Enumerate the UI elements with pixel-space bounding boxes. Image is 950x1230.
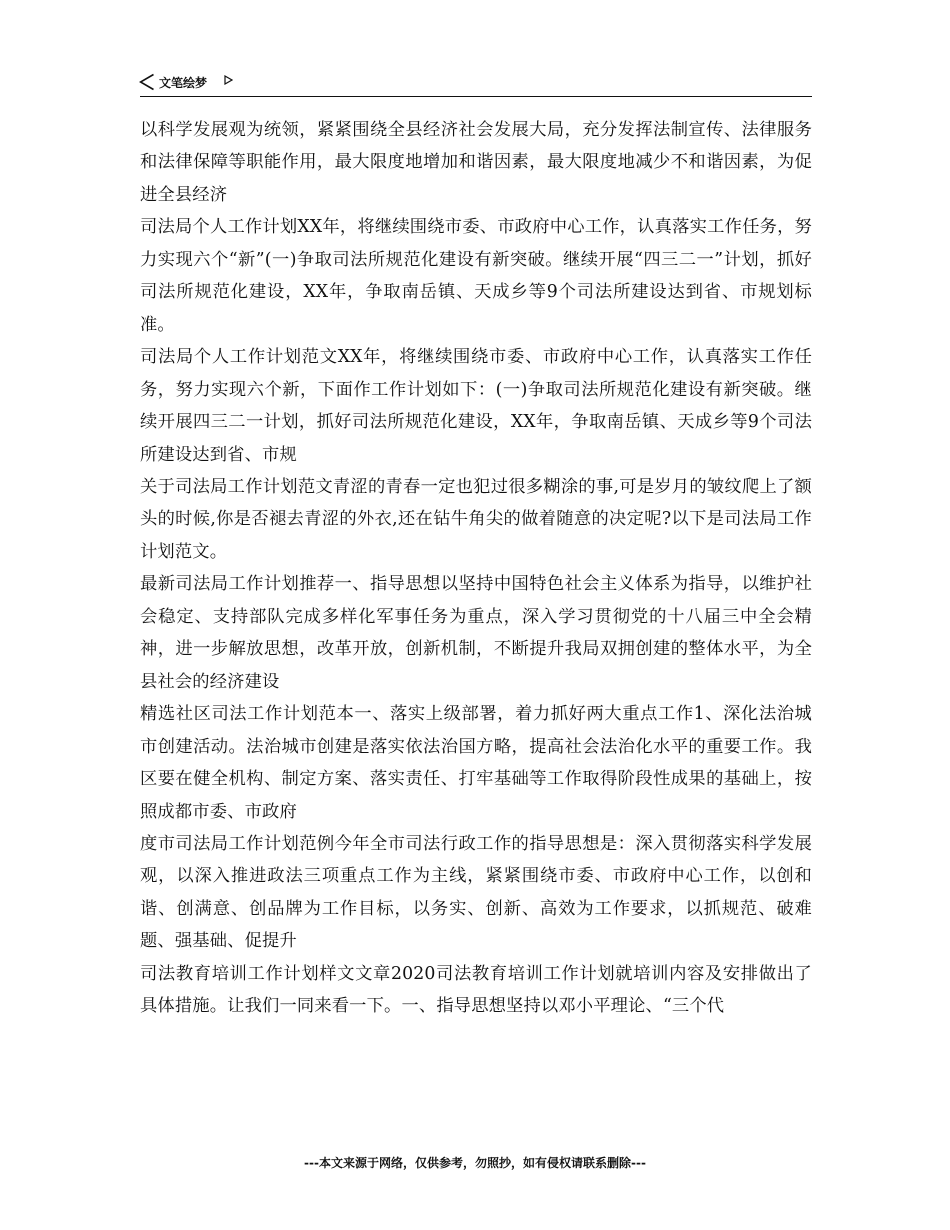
triangle-right-icon — [224, 75, 233, 85]
document-body — [140, 114, 812, 1023]
page-header — [140, 70, 812, 97]
brand-name: 文笔绘梦 — [159, 76, 208, 90]
paragraph: 关于司法局工作计划范文青涩的青春一定也犯过很多糊涂的事,可是岁月的皱纹爬上了额头的时候,你是否褪去青涩的外衣,还在钻牛角尖的做着随意的决定呢?以下是司法局工作计划范文。 — [140, 476, 812, 562]
paragraph: 最新司法局工作计划推荐一、指导思想以坚持中国特色社会主义体系为指导，以维护社会稳定、支持部队完成多样化军事任务为重点，深入学习贯彻党的十八届三中全会精神，进一步解放思想，改革开放，创新机制，不断提升我局双拥创建的整体水平，为全县社会的经济建设 — [140, 574, 812, 692]
paragraph: 司法教育培训工作计划样文文章2020司法教育培训工作计划就培训内容及安排做出了具体措施。让我们一同来看一下。一、指导思想坚持以邓小平理论、“三个代 — [140, 963, 812, 1017]
disclaimer-footer: ---本文来源于网络，仅供参考，勿照抄，如有侵权请联系删除--- — [304, 1156, 646, 1170]
paragraph: 司法局个人工作计划XX年，将继续围绕市委、市政府中心工作，认真落实工作任务，努力实现六个“新”(一)争取司法所规范化建设有新突破。继续开展“四三二一”计划，抓好司法所规范化建设，XX年，争取南岳镇、天成乡等9个司法所建设达到省、市规划标准。 — [140, 217, 812, 335]
paragraph: 度市司法局工作计划范例今年全市司法行政工作的指导思想是：深入贯彻落实科学发展观，以深入推进政法三项重点工作为主线，紧紧围绕市委、市政府中心工作，以创和谐、创满意、创品牌为工作目标，以务实、创新、高效为工作要求，以抓规范、破难题、强基础、促提升 — [140, 833, 812, 952]
paragraph: 精选社区司法工作计划范本一、落实上级部署，着力抓好两大重点工作1、深化法治城市创建活动。法治城市创建是落实依法治国方略，提高社会法治化水平的重要工作。我区要在健全机构、制定方案、落实责任、打牢基础等工作取得阶段性成果的基础上，按照成都市委、市政府 — [140, 704, 812, 822]
paragraph: 以科学发展观为统领，紧紧围绕全县经济社会发展大局，充分发挥法制宣传、法律服务和法律保障等职能作用，最大限度地增加和谐因素，最大限度地减少不和谐因素，为促进全县经济 — [140, 120, 812, 205]
triangle-left-icon — [139, 73, 155, 91]
paragraph: 司法局个人工作计划范文XX年，将继续围绕市委、市政府中心工作，认真落实工作任务，努力实现六个新，下面作工作计划如下：(一)争取司法所规范化建设有新突破。继续开展四三二一计划，抓好司法所规范化建设，XX年，争取南岳镇、天成乡等9个司法所建设达到省、市规 — [140, 347, 812, 465]
